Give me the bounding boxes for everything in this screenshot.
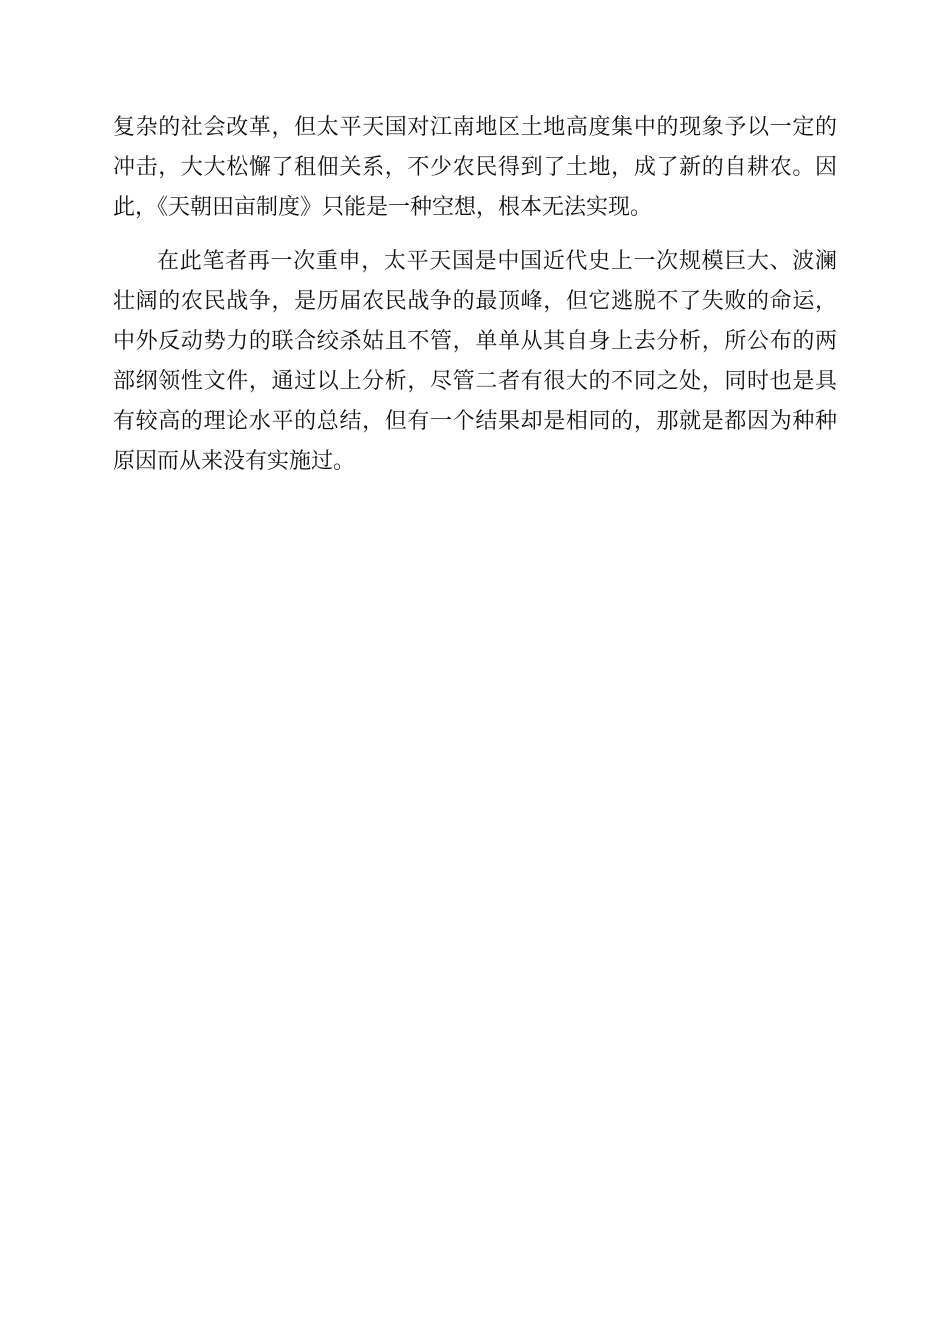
document-body: [113, 108, 837, 482]
paragraph-conclusion: 在此笔者再一次重申，太平天国是中国近代史上一次规模巨大、波澜壮阔的农民战争，是历届农民战争的最顶峰，但它逃脱不了失败的命运，中外反动势力的联合绞杀姑且不管，单单从其自身上去分析，所公布的两部纲领性文件，通过以上分析，尽管二者有很大的不同之处，同时也是具有较高的理论水平的总结，但有一个结果却是相同的，那就是都因为种种原因而从来没有实施过。: [113, 249, 837, 474]
paragraph-continued: 复杂的社会改革，但太平天国对江南地区土地高度集中的现象予以一定的冲击，大大松懈了租佃关系，不少农民得到了土地，成了新的自耕农。因此，《天朝田亩制度》只能是一种空想，根本无法实现。: [113, 115, 837, 220]
